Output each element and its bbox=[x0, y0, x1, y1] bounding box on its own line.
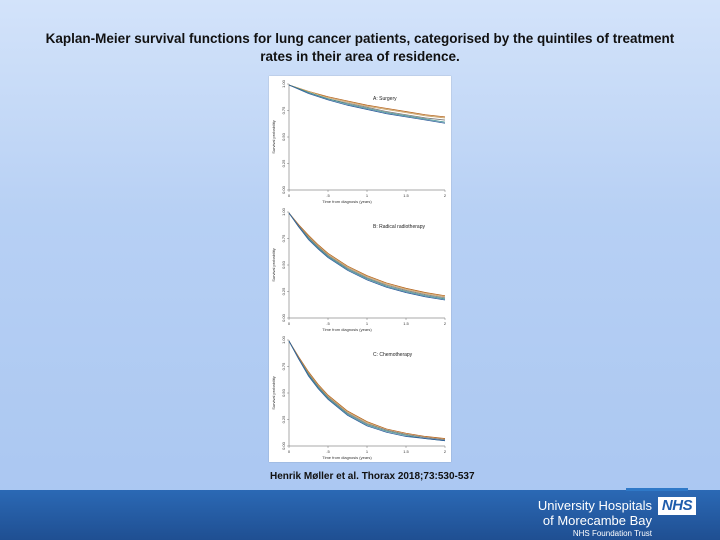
footer-accent bbox=[626, 488, 688, 491]
logo-line-3: NHS Foundation Trust bbox=[572, 529, 652, 538]
citation: Henrik Møller et al. Thorax 2018;73:530-537 bbox=[270, 471, 475, 482]
x-tick-label: 1.5 bbox=[403, 193, 409, 198]
panel-subtitle: A: Surgery bbox=[373, 96, 397, 102]
x-tick-label: 2 bbox=[443, 449, 447, 454]
series-line-5 bbox=[289, 341, 445, 441]
series-line-4 bbox=[289, 85, 445, 122]
panel-3 bbox=[271, 335, 447, 460]
logo-line-1: University Hospitals bbox=[537, 498, 652, 513]
y-tick-label: 0.00 bbox=[281, 314, 286, 322]
y-axis-label: Survival probability bbox=[271, 120, 276, 154]
trust-logo-text bbox=[538, 498, 652, 540]
y-tick-label: 0.75 bbox=[281, 362, 286, 371]
x-tick-label: 0 bbox=[287, 449, 291, 454]
panel-2 bbox=[271, 207, 447, 332]
y-axis-label: Survival probability bbox=[271, 248, 276, 282]
logo-line-2: of Morecambe Bay bbox=[542, 513, 652, 528]
x-tick-label: .5 bbox=[326, 321, 330, 326]
x-tick-label: 1 bbox=[365, 321, 369, 326]
panel-subtitle: B: Radical radiotherapy bbox=[373, 224, 425, 230]
y-tick-label: 0.50 bbox=[281, 133, 286, 141]
y-tick-label: 0.75 bbox=[281, 106, 286, 115]
km-figure bbox=[269, 76, 451, 462]
y-tick-label: 0.00 bbox=[281, 186, 286, 194]
y-tick-label: 0.50 bbox=[281, 389, 286, 397]
x-tick-label: 2 bbox=[443, 193, 447, 198]
x-tick-label: 0 bbox=[287, 193, 291, 198]
x-tick-label: 1 bbox=[365, 193, 369, 198]
y-tick-label: 1.00 bbox=[281, 336, 286, 344]
x-tick-label: 1.5 bbox=[403, 321, 409, 326]
slide-title: Kaplan-Meier survival functions for lung cancer patients, categorised by the quintiles of treatment rates in their area of residence. bbox=[45, 31, 675, 64]
x-tick-label: .5 bbox=[326, 193, 330, 198]
y-axis-label: Survival probability bbox=[271, 376, 276, 410]
x-axis-label: Time from diagnosis (years) bbox=[322, 327, 372, 332]
y-tick-label: 0.75 bbox=[281, 234, 286, 243]
x-tick-label: 0 bbox=[287, 321, 291, 326]
x-tick-label: .5 bbox=[326, 449, 330, 454]
y-tick-label: 0.25 bbox=[281, 159, 286, 168]
panel-subtitle: C: Chemotherapy bbox=[373, 352, 413, 358]
series-line-1 bbox=[289, 85, 445, 117]
km-figure-svg bbox=[269, 76, 451, 462]
series-line-2 bbox=[289, 85, 445, 118]
y-tick-label: 1.00 bbox=[281, 208, 286, 216]
panel-1 bbox=[271, 79, 447, 204]
y-tick-label: 1.00 bbox=[281, 80, 286, 88]
x-axis-label: Time from diagnosis (years) bbox=[322, 455, 372, 460]
y-tick-label: 0.25 bbox=[281, 415, 286, 424]
y-tick-label: 0.50 bbox=[281, 261, 286, 269]
y-tick-label: 0.00 bbox=[281, 442, 286, 450]
x-tick-label: 1 bbox=[365, 449, 369, 454]
x-tick-label: 2 bbox=[443, 321, 447, 326]
x-tick-label: 1.5 bbox=[403, 449, 409, 454]
x-axis-label: Time from diagnosis (years) bbox=[322, 199, 372, 204]
nhs-logo: NHS bbox=[658, 497, 696, 515]
y-tick-label: 0.25 bbox=[281, 287, 286, 296]
